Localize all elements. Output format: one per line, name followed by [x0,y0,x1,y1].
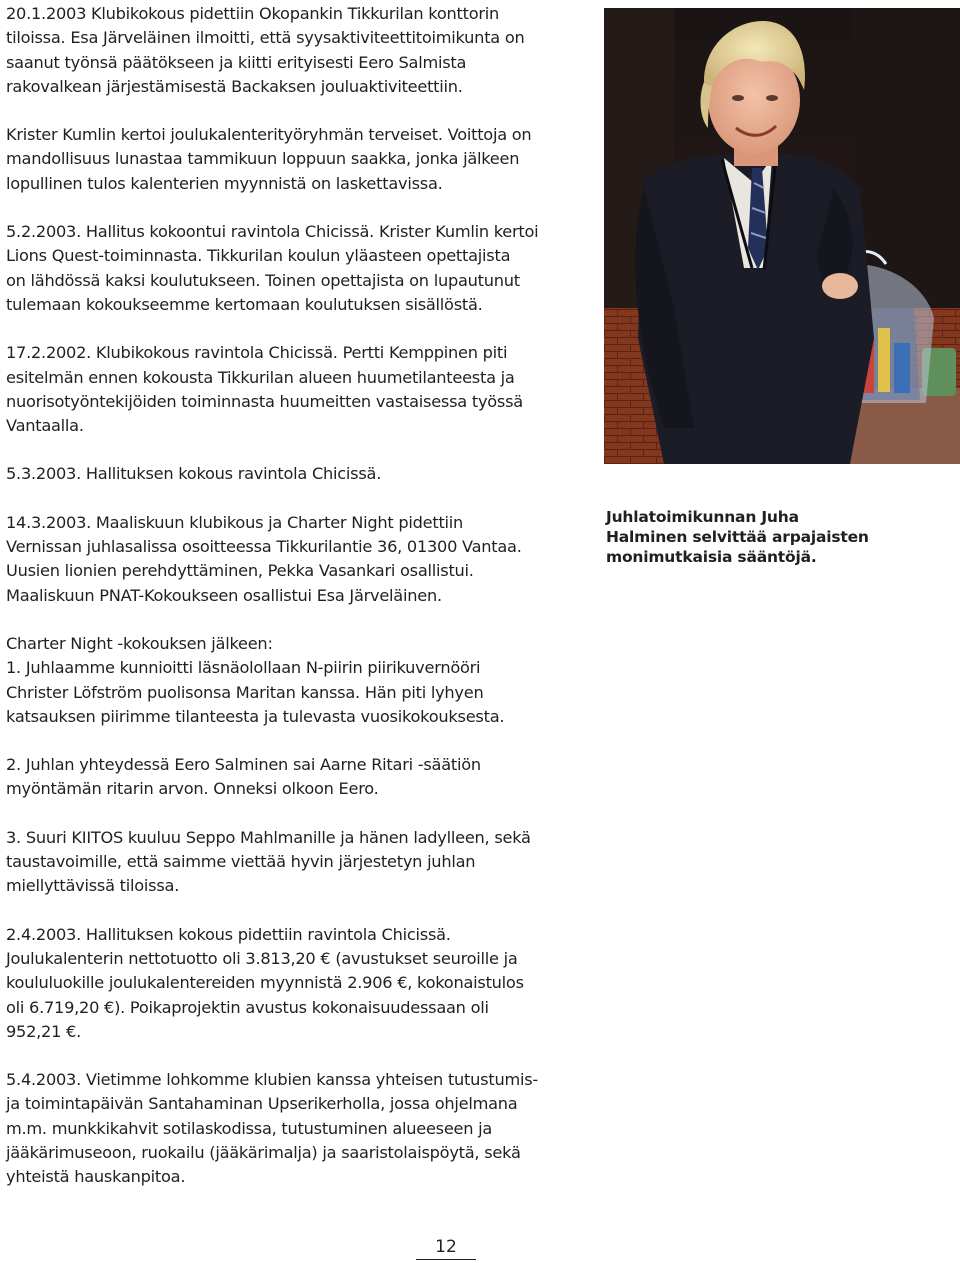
text-line: katsauksen piirimme tilanteesta ja tulevasta vuosikokouksesta. [6,706,505,726]
text-line: 20.1.2003 Klubikokous pidettiin Okopankin Tikkurilan konttorin [6,4,500,23]
text-line: mandollisuus lunastaa tammikuun loppuun saakka, jonka jälkeen [6,149,520,169]
text-line: oli 6.719,20 €). Poikaprojektin avustus kokonaisuudessaan oli [6,997,489,1017]
text-line: 952,21 €. [6,1021,81,1041]
text-line: miellyttävissä tiloissa. [6,876,180,896]
paragraph-charter-night-after-2 [6,753,596,802]
text-line: 3. Suuri KIITOS kuuluu Seppo Mahlmanille ja hänen ladylleen, sekä [6,827,531,847]
text-line: Uusien lionien perehdyttäminen, Pekka Vasankari osallistui. [6,561,474,581]
text-line: jääkärimuseoon, ruokailu (jääkärimalja) ja saaristolaispöytä, sekä [6,1142,521,1162]
text-line: taustavoimille, että saimme viettää hyvin järjestetyn juhlan [6,852,476,872]
caption-line: Halminen selvittää arpajaisten [606,528,869,546]
caption-line: monimutkaisia sääntöjä. [606,548,817,566]
text-line: Krister Kumlin kertoi joulukalenterityöryhmän terveiset. Voittoja on [6,125,532,145]
paragraph-hallitus-5-2 [6,220,596,317]
text-line: nuorisotyöntekijöiden toiminnasta huumeitten vastaisessa työssä [6,391,523,411]
text-line: tiloissa. Esa Järveläinen ilmoitti, että syysaktiviteettitoimikunta on [6,28,525,48]
page-number-rule [416,1259,476,1260]
text-line: 1. Juhlaamme kunnioitti läsnäolollaan N-piirin piirikuvernööri [6,658,481,678]
text-line: on lähdössä kaksi koulutukseen. Toinen opettajista on lupautunut [6,270,520,290]
text-line: ja toimintapäivän Santahaminan Upserikerholla, jossa ohjelmana [6,1094,518,1114]
text-line: lopullinen tulos kalenterien myynnistä on laskettavissa. [6,173,443,193]
text-line: 5.2.2003. Hallitus kokoontui ravintola Chicissä. Krister Kumlin kertoi [6,222,539,242]
text-line: Maaliskuun PNAT-Kokoukseen osallistui Esa Järveläinen. [6,585,442,605]
text-line: Christer Löfström puolisonsa Maritan kanssa. Hän piti lyhyen [6,682,484,702]
page-number: 12 [435,1237,457,1257]
text-line: myöntämän ritarin arvon. Onneksi olkoon Eero. [6,779,379,799]
text-line: 5.4.2003. Vietimme lohkomme klubien kanssa yhteisen tutustumis- [6,1070,538,1090]
text-line: saanut työnsä päätökseen ja kiitti erityisesti Eero Salmista [6,52,467,72]
paragraph-charter-night [6,511,596,608]
paragraph-hallitus-5-3 [6,462,596,486]
text-line: Vernissan juhlasalissa osoitteessa Tikkurilantie 36, 01300 Vantaa. [6,537,522,557]
text-line: 2.4.2003. Hallituksen kokous pidettiin ravintola Chicissä. [6,924,451,944]
text-line: 2. Juhlan yhteydessä Eero Salminen sai Aarne Ritari -säätiön [6,755,481,775]
text-line: 5.3.2003. Hallituksen kokous ravintola Chicissä. [6,464,382,484]
paragraph-klubikokous-20-1 [6,2,596,99]
event-photo [604,8,960,464]
text-line: 17.2.2002. Klubikokous ravintola Chicissä. Pertti Kemppinen piti [6,343,508,363]
text-line: Joulukalenterin nettotuotto oli 3.813,20 € (avustukset seuroille ja [6,948,518,968]
text-line: 14.3.2003. Maaliskuun klubikous ja Charter Night pidettiin [6,512,464,532]
paragraph-hallitus-2-4 [6,923,596,1044]
paragraph-charter-night-after-1 [6,632,596,729]
text-line: tulemaan kokoukseemme kertomaan koulutuksen sisällöstä. [6,294,483,314]
text-line: esitelmän ennen kokousta Tikkurilan alueen huumetilanteesta ja [6,367,515,387]
photo-caption [606,507,956,567]
paragraph-joulukalenteri [6,123,596,196]
text-line: yhteistä hauskanpitoa. [6,1167,186,1187]
text-line: rakovalkean järjestämisestä Backaksen jouluaktiviteettiin. [6,76,463,96]
caption-line: Juhlatoimikunnan Juha [606,508,799,526]
text-line: Lions Quest-toiminnasta. Tikkurilan koulun yläasteen opettajista [6,246,511,266]
paragraph-charter-night-after-3 [6,826,596,899]
text-line: Vantaalla. [6,416,84,436]
text-line: koululuokille joulukalentereiden myynnistä 2.906 €, kokonaistulos [6,973,524,993]
paragraph-santahamina-5-4 [6,1068,596,1189]
text-line: Charter Night -kokouksen jälkeen: [6,633,273,653]
article-body [6,2,596,1190]
text-line: m.m. munkkikahvit sotilaskodissa, tutustuminen alueeseen ja [6,1118,493,1138]
paragraph-klubikokous-17-2 [6,341,596,438]
